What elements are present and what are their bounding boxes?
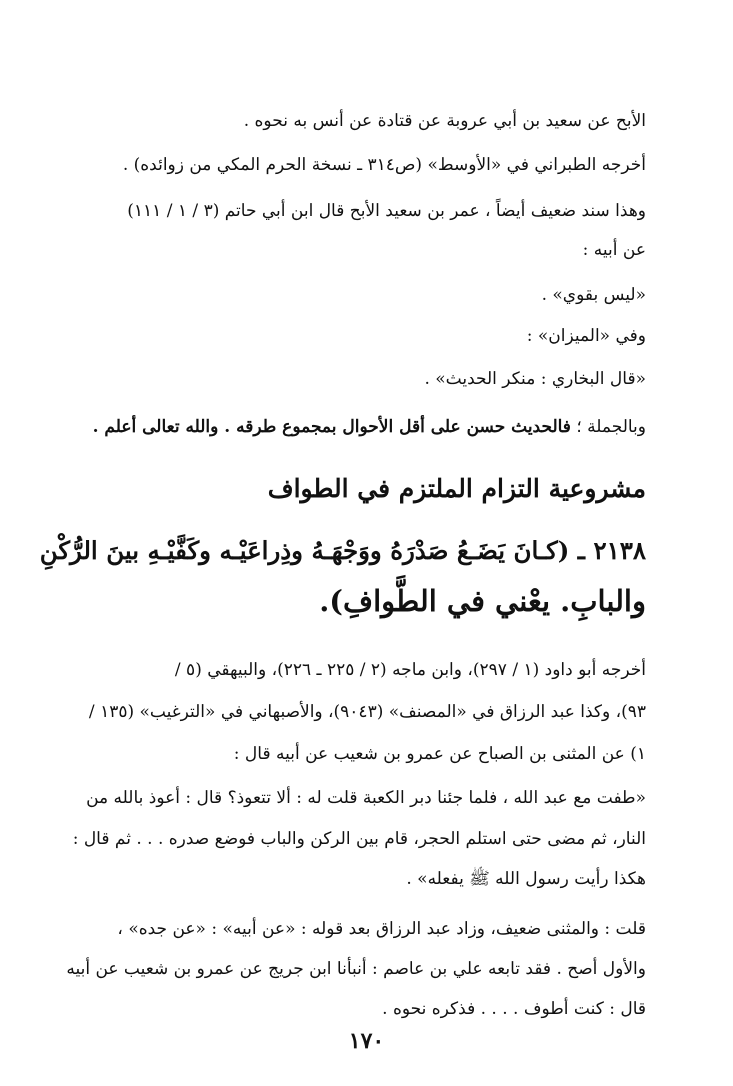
text-line: ٩٣)، وكذا عبد الرزاق في «المصنف» (٩٠٤٣)، والأصبهاني في «الترغيب» (١٣٥ / — [88, 702, 646, 722]
text-line: قال : كنت أطوف . . . . فذكره نحوه . — [382, 999, 646, 1019]
text-line: «ليس بقوي» . — [541, 285, 646, 305]
text-line: «طفت مع عبد الله ، فلما جئنا دبر الكعبة قلت له : ألا تتعوذ؟ قال : أعوذ بالله من — [86, 788, 646, 808]
text-line: وهذا سند ضعيف أيضاً ، عمر بن سعيد الأبح قال ابن أبي حاتم (٣ / ١ / ١١١) — [127, 201, 646, 221]
hadith-text-line-1: ٢١٣٨ ـ (كـانَ يَضَـعُ صَدْرَهُ ووَجْهَـهُ وذِراعَيْـه وكَفَّيْـهِ بينَ الرُّكْنِ — [39, 536, 646, 565]
text-line: «قال البخاري : منكر الحديث» . — [424, 369, 646, 389]
text-line: ١) عن المثنى بن الصباح عن عمرو بن شعيب عن أبيه قال : — [233, 744, 646, 764]
section-heading: مشروعية التزام الملتزم في الطواف — [267, 474, 646, 503]
hadith-text-line-2: والبابِ. يعْني في الطَّوافِ). — [319, 584, 646, 618]
conclusion-lead: وبالجملة ؛ — [576, 417, 646, 437]
text-line: وفي «الميزان» : — [526, 326, 646, 346]
text-line: الأبح عن سعيد بن أبي عروبة عن قتادة عن أنس به نحوه . — [243, 111, 646, 131]
conclusion-verdict: فالحديث حسن على أقل الأحوال بمجموع طرقه . والله تعالى أعلم . — [92, 417, 571, 437]
conclusion-line — [93, 414, 646, 440]
text-line: أخرجه الطبراني في «الأوسط» (ص٣١٤ ـ نسخة الحرم المكي من زوائده) . — [122, 155, 646, 175]
text-line: هكذا رأيت رسول الله ﷺ يفعله» . — [406, 869, 646, 889]
page-number: ١٧٠ — [348, 1028, 385, 1054]
text-line: عن أبيه : — [582, 240, 646, 260]
text-line: النار، ثم مضى حتى استلم الحجر، قام بين الركن والباب فوضع صدره . . . ثم قال : — [72, 829, 646, 849]
text-line: قلت : والمثنى ضعيف، وزاد عبد الرزاق بعد قوله : «عن أبيه» : «عن جده» ، — [117, 919, 646, 939]
text-line: والأول أصح . فقد تابعه علي بن عاصم : أنبأنا ابن جريج عن عمرو بن شعيب عن أبيه — [66, 959, 646, 979]
text-line: أخرجه أبو داود (١ / ٢٩٧)، وابن ماجه (٢ / ٢٢٥ ـ ٢٢٦)، والبيهقي (٥ / — [174, 660, 646, 680]
